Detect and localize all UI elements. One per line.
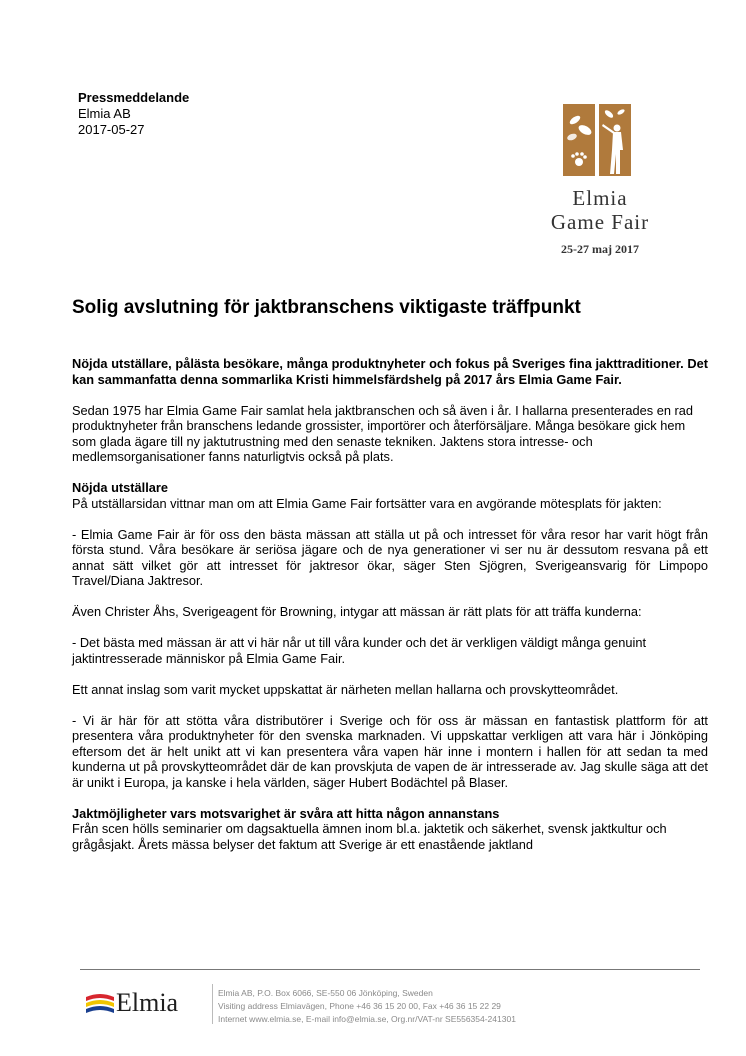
elmia-logo: [86, 986, 206, 1020]
paragraph: Även Christer Åhs, Sverigeagent för Browning, intygar att mässan är rätt plats för att träffa kunderna:: [72, 604, 642, 619]
footer-contact-info: [218, 987, 516, 1026]
footer-vertical-divider: [212, 984, 213, 1024]
quote-paragraph: - Vi är här för att stötta våra distributörer i Sverige och för oss är mässan en fantastisk plattform för att presentera våra produktnyheter för den svenska marknaden. Vi uppskattar verkligen att vara här i Jönköping eftersom det är helt unikt att vi kan presentera våra vapen här inne i montern i hallen för att sedan ta med kunderna ut på provskytteområdet där de kan provskjuta de vapen de är intresserade av. Jag skulle säga att det är unikt i Europa, ja kanske i hela världen, säger Hubert Bodächtel på Blaser.: [72, 712, 708, 790]
logo-title-line2: Game Fair: [550, 210, 650, 234]
subheading: Nöjda utställare: [72, 480, 169, 495]
paragraph-text: Från scen hölls seminarier om dagsaktuella ämnen inom bl.a. jaktetik och säkerhet, svensk jaktkultur och grågåsjakt. Årets mässa belyser det faktum att Sverige är ett enastående jaktland: [72, 821, 667, 852]
game-fair-emblem-icon: [563, 104, 631, 176]
article-body: [72, 356, 708, 868]
document-header: [78, 90, 189, 138]
logo-dates: 25-27 maj 2017: [561, 242, 639, 256]
elmia-flag-icon: [86, 991, 114, 1021]
footer-internet: Internet www.elmia.se, E-mail info@elmia.se, Org.nr/VAT-nr SE556354-241301: [218, 1014, 516, 1024]
quote-paragraph: - Elmia Game Fair är för oss den bästa mässan att ställa ut på och intresset för våra resor har varit högt från första stund. Våra besökare är seriösa jägare och de nya generationer vi ser nu är dessutom resvana på ett annat sätt vilket gör att intresset för jaktresor ökar, säger Sten Sjögren, Sverigeansvarig för Limpopo Travel/Diana Jaktresor.: [72, 526, 708, 588]
paragraph: Sedan 1975 har Elmia Game Fair samlat hela jaktbranschen och så även i år. I hallarna presenterades en rad produktnyheter från branschens ledande grossister, importörer och återförsäljare. Många besökare gick hem som glada ägare till ny jaktutrustning med den senaste tekniken. Jaktens stora intresse- och medlemsorganisationer fanns naturligtvis också på plats.: [72, 402, 694, 464]
paragraph-text: På utställarsidan vittnar man om att Elmia Game Fair fortsätter vara en avgörande mötesplats för jakten:: [72, 495, 662, 511]
footer-visiting: Visiting address Elmiavägen, Phone +46 36 15 20 00, Fax +46 36 15 22 29: [218, 1001, 501, 1011]
section-nojda-utstallare: [72, 480, 708, 511]
company-name: Elmia AB: [78, 106, 131, 121]
footer-divider: [80, 969, 700, 970]
quote-paragraph: - Det bästa med mässan är att vi här når ut till våra kunder och det är verkligen väldigt många genuint jaktintresserade människor på Elmia Game Fair.: [72, 635, 647, 666]
footer-address: Elmia AB, P.O. Box 6066, SE-550 06 Jönköping, Sweden: [218, 988, 433, 998]
article-lead: Nöjda utställare, pålästa besökare, många produktnyheter och fokus på Sveriges fina jakttraditioner. Det kan sammanfatta denna sommarlika Kristi himmelsfärdshelg på 2017 års Elmia Game Fair.: [72, 356, 708, 387]
subheading: Jaktmöjligheter vars motsvarighet är svåra att hitta någon annanstans: [72, 805, 500, 821]
doc-type: Pressmeddelande: [78, 90, 190, 105]
document-date: 2017-05-27: [78, 122, 145, 137]
section-jaktmojligheter: [72, 806, 708, 853]
elmia-wordmark: Elmia: [116, 988, 179, 1017]
logo-title-line1: Elmia: [572, 186, 628, 210]
article-title: Solig avslutning för jaktbranschens viktigaste träffpunkt: [72, 297, 581, 318]
paragraph: Ett annat inslag som varit mycket uppskattat är närheten mellan hallarna och provskytteområdet.: [72, 681, 619, 697]
